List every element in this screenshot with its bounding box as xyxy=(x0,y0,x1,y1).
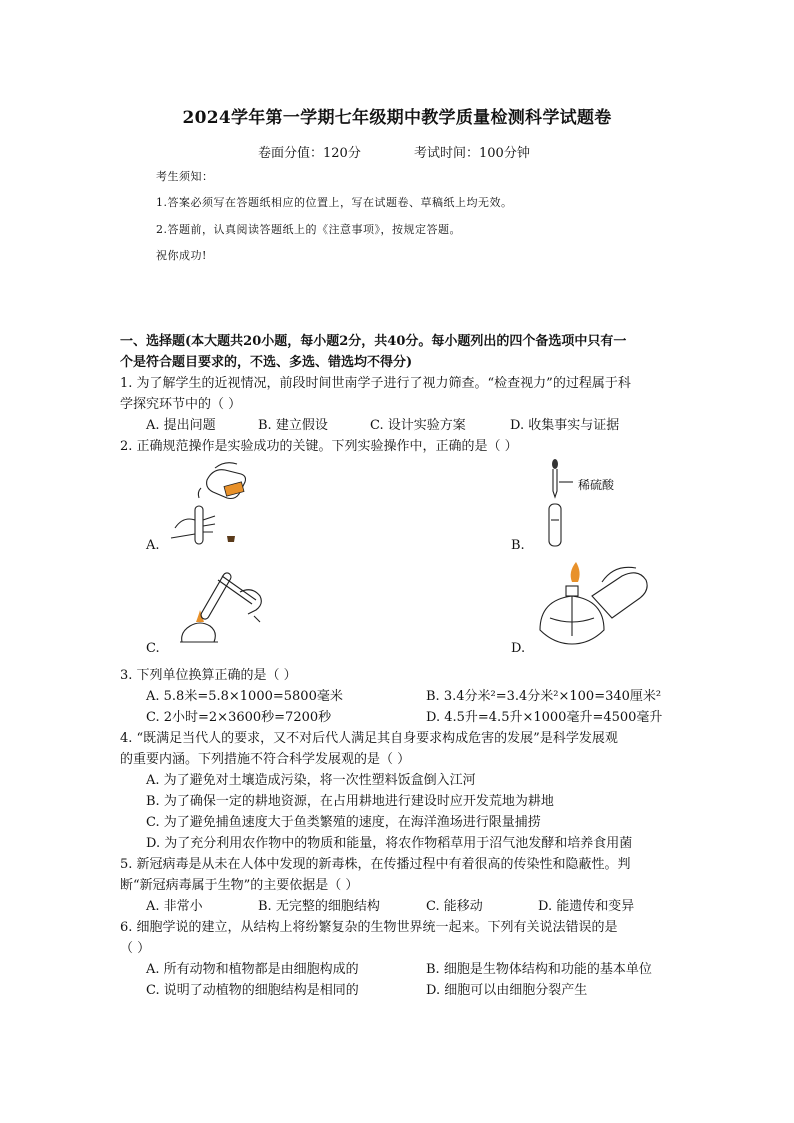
q2-figure-a xyxy=(165,458,260,553)
q4-stem-line1: 4. “既满足当代人的要求，又不对后代人满足其自身要求构成危害的发展”是科学发展观 xyxy=(120,731,618,746)
q1-option-b: B. 建立假设 xyxy=(258,418,328,433)
q4-option-b: B. 为了确保一定的耕地资源，在占用耕地进行建设时应开发荒地为耕地 xyxy=(146,794,554,809)
q3-option-d: D. 4.5升=4.5升×1000毫升=4500毫升 xyxy=(426,710,663,725)
q2-label-c: C. xyxy=(146,641,160,656)
q6-option-b: B. 细胞是生物体结构和功能的基本单位 xyxy=(426,962,652,977)
q1-option-c: C. 设计实验方案 xyxy=(370,418,466,433)
notice-item-1: 1.答案必须写在答题纸相应的位置上，写在试题卷、草稿纸上均无效。 xyxy=(156,196,513,209)
q4-stem-line2: 的重要内涵。下列措施不符合科学发展观的是（ ） xyxy=(120,752,411,767)
q6-stem-line1: 6. 细胞学说的建立，从结构上将纷繁复杂的生物世界统一起来。下列有关说法错误的是 xyxy=(120,920,618,935)
q1-stem-line2: 学探究环节中的（ ） xyxy=(120,397,242,412)
q1-stem-line1: 1. 为了解学生的近视情况，前段时间世南学子进行了视力筛查。“检查视力”的过程属于科 xyxy=(120,376,631,391)
q5-option-c: C. 能移动 xyxy=(426,899,483,914)
q5-stem-line1: 5. 新冠病毒是从未在人体中发现的新毒株，在传播过程中有着很高的传染性和隐蔽性。判 xyxy=(120,857,631,872)
q5-option-d: D. 能遗传和变异 xyxy=(538,899,635,914)
q2-figure-b xyxy=(535,456,635,552)
q6-option-c: C. 说明了动植物的细胞结构是相同的 xyxy=(146,983,359,998)
q2-acid-label: 稀硫酸 xyxy=(578,478,615,492)
q2-label-d: D. xyxy=(511,641,526,656)
q1-option-a: A. 提出问题 xyxy=(146,418,216,433)
time-info: 考试时间：100分钟 xyxy=(414,146,530,161)
q3-option-c: C. 2小时=2×3600秒=7200秒 xyxy=(146,710,332,725)
section-heading-line1: 一、选择题(本大题共20小题，每小题2分，共40分。每小题列出的四个备选项中只有一 xyxy=(120,334,627,349)
q5-stem-line2: 断“新冠病毒属于生物”的主要依据是（ ） xyxy=(120,878,359,893)
q4-option-d: D. 为了充分利用农作物中的物质和能量，将农作物稻草用于沼气池发酵和培养食用菌 xyxy=(146,836,633,851)
q2-stem: 2. 正确规范操作是实验成功的关键。下列实验操作中，正确的是（ ） xyxy=(120,439,518,454)
q2-label-b: B. xyxy=(511,538,525,553)
q3-stem: 3. 下列单位换算正确的是（ ） xyxy=(120,668,297,683)
notice-item-2: 2.答题前，认真阅读答题纸上的《注意事项》，按规定答题。 xyxy=(156,223,461,236)
q6-option-a: A. 所有动物和植物都是由细胞构成的 xyxy=(146,962,359,977)
q5-option-b: B. 无完整的细胞结构 xyxy=(258,899,380,914)
q6-stem-line2: （ ） xyxy=(120,941,151,956)
q3-option-a: A. 5.8米=5.8×1000=5800毫米 xyxy=(146,689,343,704)
page-title: 2024学年第一学期七年级期中教学质量检测科学试题卷 xyxy=(182,108,612,128)
q2-figure-d xyxy=(530,560,650,652)
score-info: 卷面分值：120分 xyxy=(258,146,361,161)
q2-figure-c xyxy=(170,562,270,657)
q3-option-b: B. 3.4分米²=3.4分米²×100=340厘米² xyxy=(426,689,662,704)
notice-heading: 考生须知： xyxy=(156,170,214,183)
q1-option-d: D. 收集事实与证据 xyxy=(510,418,620,433)
q4-option-c: C. 为了避免捕鱼速度大于鱼类繁殖的速度，在海洋渔场进行限量捕捞 xyxy=(146,815,541,830)
notice-item-3: 祝你成功! xyxy=(156,249,207,262)
section-heading-line2: 个是符合题目要求的，不选、多选、错选均不得分) xyxy=(120,355,413,370)
q4-option-a: A. 为了避免对土壤造成污染，将一次性塑料饭盒倒入江河 xyxy=(146,773,476,788)
q5-option-a: A. 非常小 xyxy=(146,899,203,914)
q2-label-a: A. xyxy=(146,538,160,553)
q6-option-d: D. 细胞可以由细胞分裂产生 xyxy=(426,983,588,998)
